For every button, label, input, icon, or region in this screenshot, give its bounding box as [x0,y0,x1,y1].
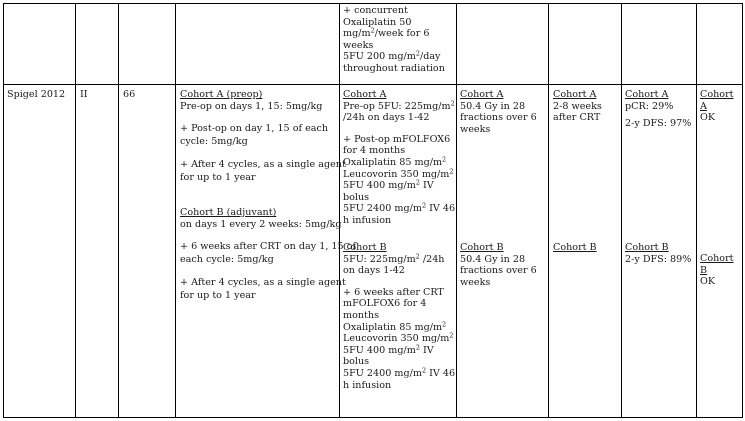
outcome-dfs-a: 2-y DFS: 97% [625,118,692,130]
surgery-cohort-b-heading: Cohort B [553,242,597,253]
bev-cohort-a-heading: Cohort A (preop) [180,89,263,100]
chemo-line: for 4 months [343,145,406,157]
chemo-cont-line: Oxaliplatin 50 [343,16,412,28]
rule-col-0 [3,3,4,418]
chemo-line: Leucovorin 350 $mg/m^2$ [343,331,454,345]
chemo-line: Leucovorin 350 $mg/m^2$ [343,167,454,180]
rt-line: 50.4 Gy in 28 [460,253,526,265]
bev-line: + After 4 cycles, as a single agent [180,159,346,171]
tox-cohort-b-heading: B [700,264,708,276]
rt-line: weeks [460,123,491,135]
rt-cohort-b-heading: Cohort B [460,242,504,253]
chemo-line: 5FU 400 $mg/m^2$ IV [343,343,434,356]
tox-value-a: OK [700,112,716,124]
rule-col-7 [621,3,622,418]
chemo-line: h infusion [343,379,392,391]
outcome-cell-a [625,89,691,130]
chemo-line: Oxaliplatin 85 $mg/m^2$ [343,155,447,168]
chemo-cont-line: + concurrent [343,5,408,16]
rt-line: weeks [460,276,491,288]
outcome-line: 2-y DFS: 89% [625,253,692,265]
rule-col-9 [742,3,743,418]
surgery-cell-a [553,89,602,124]
chemo-line: bolus [343,191,370,203]
rule-col-2 [118,3,119,418]
rt-line: 50.4 Gy in 28 [460,100,526,112]
tox-cell-a [700,89,734,124]
chemo-line: mFOLFOX6 for 4 [343,298,427,310]
chemo-line: /24h on days 1-42 [343,112,430,124]
rt-line: fractions over 6 [460,265,537,277]
rt-cell-b [460,242,537,288]
tox-cohort-a-heading: A [700,100,707,112]
tox-value-b: OK [700,276,716,288]
bev-line: on days 1 every 2 weeks: 5mg/kg [180,218,342,230]
bev-line: + Post-op on day 1, 15 of each [180,123,329,135]
chemo-cohort-b-heading: Cohort B [343,242,387,253]
rule-row-divider [3,84,743,85]
study-phase: II [80,89,88,100]
chemo-line: months [343,309,380,321]
bev-cell-b [180,207,356,302]
rule-col-3 [175,3,176,418]
chemo-line: + Post-op mFOLFOX6 [343,133,451,145]
outcome-cohort-b-heading: Cohort B [625,242,669,253]
chemo-cont-line: 5FU 200 $mg/m^2$/day [343,49,441,63]
outcome-cell-b [625,242,691,265]
surgery-line: after CRT [553,112,601,124]
tox-cohort-a-heading: Cohort [700,89,734,100]
chemo-cont-line: $mg/m^2$/week for 6 [343,26,430,40]
chemo-cell-a [343,89,455,227]
chemo-line: bolus [343,356,370,368]
bev-line: + 6 weeks after CRT on day 1, 15 of [180,241,356,253]
surgery-cell-b [553,242,597,254]
rule-bottom [3,417,743,418]
chemo-line: on days 1-42 [343,265,405,277]
bev-line: each cycle: 5mg/kg [180,254,274,266]
bev-cohort-b-heading: Cohort B (adjuvant) [180,207,277,218]
surgery-line: 2-8 weeks [553,100,602,112]
outcome-line: pCR: 29% [625,100,674,112]
rule-top [3,3,743,4]
chemo-cont-line: weeks [343,39,374,51]
surgery-cohort-a-heading: Cohort A [553,89,597,100]
top-row-chemo-cell [343,5,445,75]
rule-col-5 [456,3,457,418]
chemo-cont-line: throughout radiation [343,62,445,74]
rt-line: fractions over 6 [460,112,537,124]
rule-col-6 [548,3,549,418]
chemo-line: h infusion [343,214,392,226]
study-name: Spigel 2012 [7,89,66,100]
rule-col-1 [75,3,76,418]
bev-line: + After 4 cycles, as a single agent [180,277,346,289]
chemo-cell-b [343,242,455,391]
chemo-line: Oxaliplatin 85 $mg/m^2$ [343,320,447,333]
study-n: 66 [123,89,136,100]
chemo-cohort-a-heading: Cohort A [343,89,387,100]
bev-line: for up to 1 year [180,172,256,184]
chemo-line: 5FU 400 $mg/m^2$ IV [343,178,434,192]
chemo-line: 5FU 2400 $mg/m^2$ IV 46 [343,366,456,379]
bev-line: for up to 1 year [180,290,256,302]
chemo-line: 5FU 2400 $mg/m^2$ IV 46 [343,201,456,215]
rt-cohort-a-heading: Cohort A [460,89,504,100]
chemo-line: Pre-op 5FU: $225mg/m^2$ [343,99,455,112]
tox-cohort-b-heading: Cohort [700,253,734,264]
chemo-line: 5FU: $225mg/m^2$ /24h [343,252,445,265]
outcome-cohort-a-heading: Cohort A [625,89,669,100]
tox-cell-b [700,253,734,288]
rt-cell-a [460,89,537,135]
bev-line: cycle: 5mg/kg [180,136,248,148]
bev-cell [180,89,346,184]
rule-col-8 [696,3,697,418]
chemo-line: + 6 weeks after CRT [343,286,444,298]
bev-line: Pre-op on days 1, 15: 5mg/kg [180,100,323,112]
